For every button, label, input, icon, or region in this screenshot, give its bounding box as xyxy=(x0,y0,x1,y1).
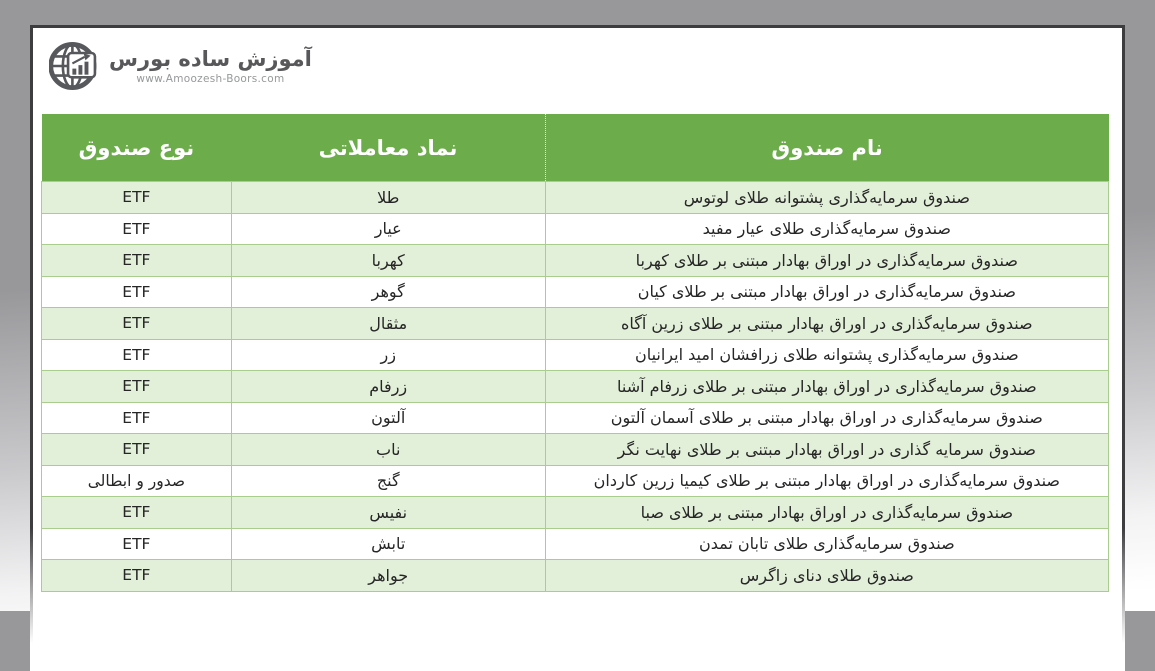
header-trading-symbol: نماد معاملاتی xyxy=(231,114,545,182)
fund-type: ETF xyxy=(42,528,232,560)
fund-name: صندوق سرمایه‌گذاری طلای تابان تمدن xyxy=(545,528,1108,560)
fund-name: صندوق سرمایه‌گذاری در اوراق بهادار مبتنی بر طلای آسمان آلتون xyxy=(545,402,1108,434)
table-row xyxy=(42,371,1109,403)
fund-name: صندوق سرمایه‌گذاری طلای عیار مفید xyxy=(545,213,1108,245)
fund-symbol: زرفام xyxy=(231,371,545,403)
table-row xyxy=(42,497,1109,529)
fund-symbol: تابش xyxy=(231,528,545,560)
table-row xyxy=(42,339,1109,371)
table-row xyxy=(42,560,1109,592)
fund-symbol: مثقال xyxy=(231,308,545,340)
fund-symbol: زر xyxy=(231,339,545,371)
fund-name: صندوق طلای دنای زاگرس xyxy=(545,560,1108,592)
table-row xyxy=(42,528,1109,560)
table-row xyxy=(42,402,1109,434)
fund-name: صندوق سرمایه‌گذاری پشتوانه طلای لوتوس xyxy=(545,182,1108,214)
table-row xyxy=(42,213,1109,245)
fund-name: صندوق سرمایه‌گذاری در اوراق بهادار مبتنی بر طلای زرفام آشنا xyxy=(545,371,1108,403)
fund-type: ETF xyxy=(42,371,232,403)
table-row xyxy=(42,465,1109,497)
fund-name: صندوق سرمایه‌گذاری در اوراق بهادار مبتنی بر طلای کهربا xyxy=(545,245,1108,277)
fund-symbol: ناب xyxy=(231,434,545,466)
fund-symbol: کهربا xyxy=(231,245,545,277)
fund-name: صندوق سرمایه‌گذاری در اوراق بهادار مبتنی بر طلای زرین آگاه xyxy=(545,308,1108,340)
logo-url: www.Amoozesh-Boors.com xyxy=(136,72,285,85)
header-fund-name: نام صندوق xyxy=(545,114,1108,182)
table-header-row xyxy=(42,114,1109,182)
gold-funds-table xyxy=(41,114,1109,592)
table-row xyxy=(42,434,1109,466)
fund-symbol: گنج xyxy=(231,465,545,497)
fund-name: صندوق سرمایه گذاری در اوراق بهادار مبتنی بر طلای نهایت نگر xyxy=(545,434,1108,466)
fund-type: ETF xyxy=(42,434,232,466)
logo xyxy=(49,40,312,92)
fund-type: ETF xyxy=(42,245,232,277)
content-card xyxy=(30,25,1125,671)
table-row xyxy=(42,182,1109,214)
table-row xyxy=(42,276,1109,308)
fund-symbol: عیار xyxy=(231,213,545,245)
fund-name: صندوق سرمایه‌گذاری در اوراق بهادار مبتنی بر طلای کیمیا زرین کاردان xyxy=(545,465,1108,497)
fund-type: ETF xyxy=(42,308,232,340)
fund-type: ETF xyxy=(42,560,232,592)
fund-symbol: نفیس xyxy=(231,497,545,529)
table-row xyxy=(42,308,1109,340)
fund-type: ETF xyxy=(42,339,232,371)
fund-symbol: گوهر xyxy=(231,276,545,308)
fund-type: ETF xyxy=(42,213,232,245)
logo-title: آموزش ساده بورس xyxy=(109,47,312,72)
fund-name: صندوق سرمایه‌گذاری در اوراق بهادار مبتنی بر طلای کیان xyxy=(545,276,1108,308)
fund-name: صندوق سرمایه‌گذاری در اوراق بهادار مبتنی بر طلای صبا xyxy=(545,497,1108,529)
fund-type: ETF xyxy=(42,182,232,214)
fund-symbol: جواهر xyxy=(231,560,545,592)
globe-chart-icon xyxy=(49,40,101,92)
fund-symbol: آلتون xyxy=(231,402,545,434)
fund-type: ETF xyxy=(42,402,232,434)
table-row xyxy=(42,245,1109,277)
header-fund-type: نوع صندوق xyxy=(42,114,232,182)
fund-symbol: طلا xyxy=(231,182,545,214)
fund-name: صندوق سرمایه‌گذاری پشتوانه طلای زرافشان امید ایرانیان xyxy=(545,339,1108,371)
fund-type: ETF xyxy=(42,497,232,529)
fund-type: صدور و ابطالی xyxy=(42,465,232,497)
fund-type: ETF xyxy=(42,276,232,308)
